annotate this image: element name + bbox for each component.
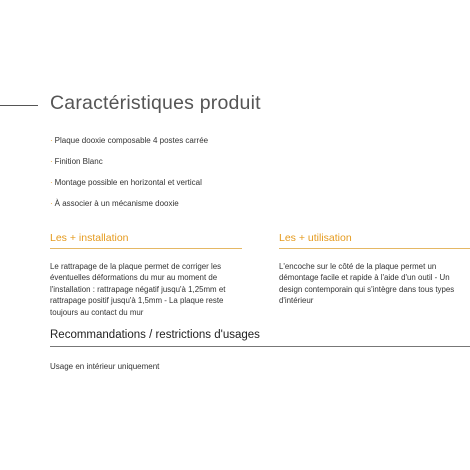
feature-text: Finition Blanc	[54, 157, 103, 166]
feature-text: Montage possible en horizontal et vertical	[54, 178, 202, 187]
feature-text: À associer à un mécanisme dooxie	[54, 199, 179, 208]
feature-item	[50, 176, 208, 197]
title-decorative-rule	[0, 105, 38, 106]
recommandations-text: Usage en intérieur uniquement	[50, 362, 160, 371]
feature-list	[50, 134, 208, 218]
installation-heading: Les + installation	[50, 232, 129, 244]
feature-text: Plaque dooxie composable 4 postes carrée	[54, 136, 209, 145]
utilisation-heading: Les + utilisation	[279, 232, 352, 244]
feature-item	[50, 197, 208, 218]
bullet-icon: ·	[50, 157, 53, 166]
feature-item	[50, 155, 208, 176]
recommandations-rule	[50, 346, 470, 347]
installation-rule	[50, 248, 242, 249]
utilisation-text: L'encoche sur le côté de la plaque permet un démontage facile et rapide à l'aide d'un outil - Un design contemporain qui s'intègre dans tous types d'intérieur	[279, 262, 455, 306]
utilisation-rule	[279, 248, 470, 249]
recommandations-heading: Recommandations / restrictions d'usages	[50, 329, 260, 341]
feature-item	[50, 134, 208, 155]
bullet-icon: ·	[50, 178, 53, 187]
bullet-icon: ·	[50, 136, 53, 145]
page-title: Caractéristiques produit	[50, 92, 261, 114]
installation-text: Le rattrapage de la plaque permet de corriger les éventuelles déformations du mur au moment de l'installation : rattrapage négatif jusqu'à 1,25mm et rattrapage positif jusqu'à 1,5mm - La plaque reste toujours au contact du mur	[50, 262, 226, 317]
bullet-icon: ·	[50, 199, 53, 208]
